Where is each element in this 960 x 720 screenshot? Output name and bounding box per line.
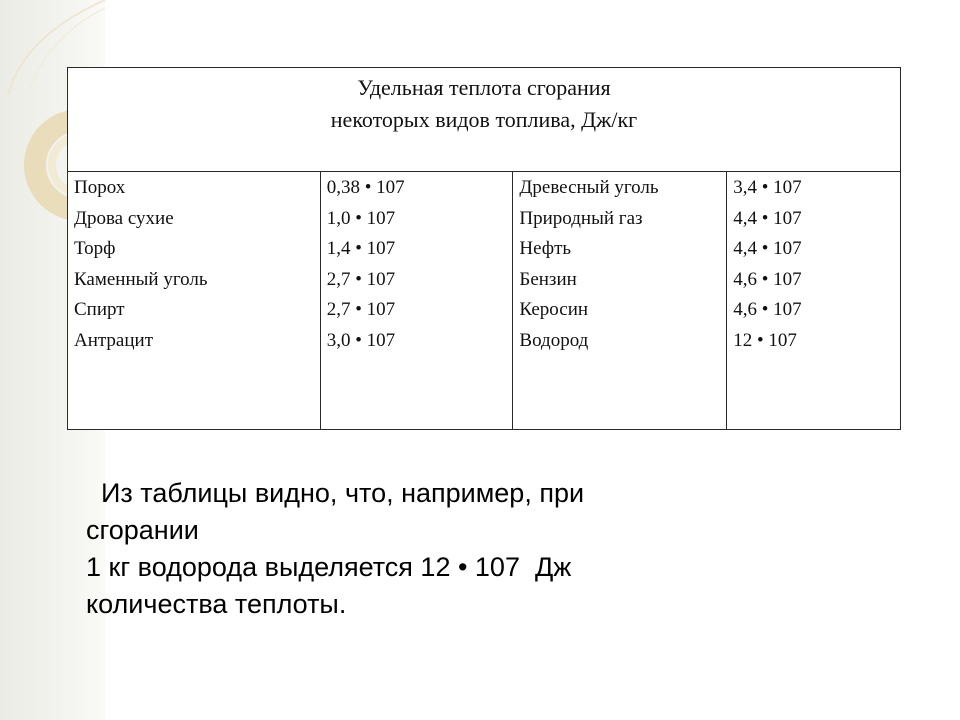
fuel-names-column-1 [68, 172, 321, 430]
fuel-name: Водород [519, 329, 589, 351]
fuel-heat-table [67, 67, 901, 430]
fuel-values-column-1 [320, 172, 513, 430]
fuel-value: 1,0 • 107 [326, 207, 396, 229]
explanation-line3: 1 кг водорода выделяется 12 • 107 Дж [86, 552, 572, 582]
fuel-value: 1,4 • 107 [326, 238, 396, 259]
fuel-values-column-2 [727, 172, 901, 430]
fuel-value: 3,0 • 107 [326, 329, 396, 351]
fuel-name: Антрацит [74, 329, 153, 351]
fuel-value: 2,7 • 107 [326, 268, 396, 290]
explanation-line1: Из таблицы видно, что, например, при [86, 478, 585, 508]
explanation-line2: сгорании [86, 515, 199, 545]
table-title-row [68, 68, 901, 172]
fuel-name: Спирт [74, 299, 125, 320]
fuel-value: 4,4 • 107 [733, 207, 802, 229]
fuel-name: Нефть [519, 238, 572, 259]
table-data-row [68, 172, 901, 430]
fuel-names-column-2 [513, 172, 727, 430]
fuel-name: Дрова сухие [74, 207, 174, 229]
fuel-value: 4,6 • 107 [733, 268, 802, 290]
table-title-line2: некоторых видов топлива, Дж/кг [330, 107, 638, 132]
explanation-line4: количества теплоты. [86, 589, 347, 619]
fuel-name: Порох [74, 177, 126, 198]
fuel-value: 12 • 107 [733, 329, 797, 351]
fuel-name: Каменный уголь [74, 268, 208, 290]
fuel-value: 4,4 • 107 [733, 238, 802, 259]
fuel-name: Природный газ [519, 207, 643, 229]
table-title-line1: Удельная теплота сгорания [357, 75, 611, 100]
fuel-name: Торф [74, 238, 116, 259]
fuel-value: 2,7 • 107 [326, 299, 396, 320]
fuel-name: Керосин [519, 299, 589, 320]
fuel-name: Древесный уголь [519, 177, 659, 198]
fuel-value: 0,38 • 107 [326, 177, 405, 198]
fuel-value: 3,4 • 107 [733, 177, 802, 198]
table-title [68, 68, 901, 172]
fuel-value: 4,6 • 107 [733, 299, 802, 320]
fuel-name: Бензин [519, 268, 577, 290]
explanation-text [86, 475, 846, 623]
